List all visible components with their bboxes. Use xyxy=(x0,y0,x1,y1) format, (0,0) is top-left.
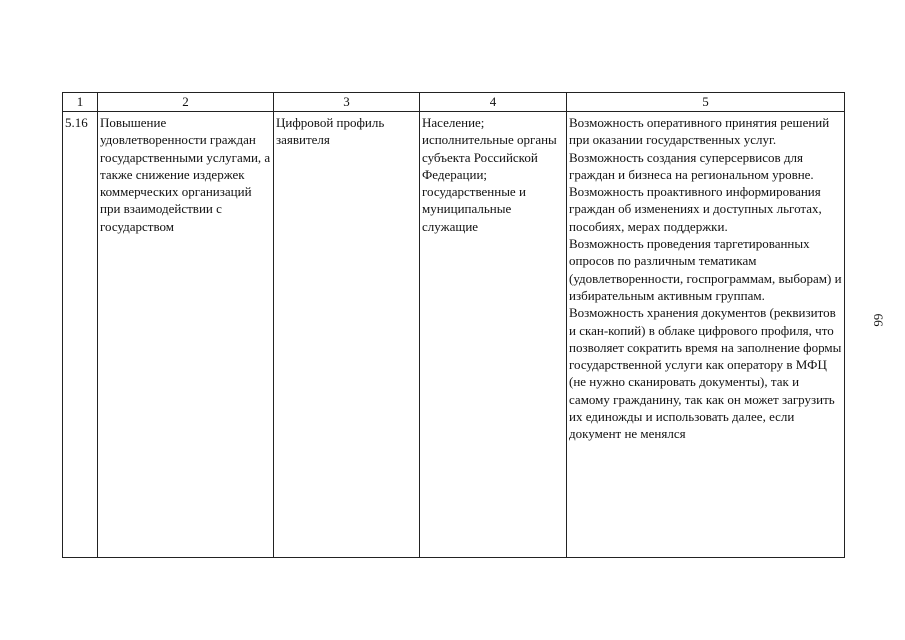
header-col-1: 1 xyxy=(63,93,98,112)
effects-cell xyxy=(567,112,845,558)
row-number: 5.16 xyxy=(63,112,98,558)
header-row xyxy=(63,93,845,112)
goal-cell: Повышение удовлетворенности граждан государственными услугами, а также снижение издержек коммерческих организаций при взаимодействии с государством xyxy=(98,112,274,558)
project-cell: Цифровой профиль заявителя xyxy=(274,112,420,558)
table-row xyxy=(63,112,845,558)
page-number: 66 xyxy=(871,313,886,327)
effect-item: Возможность создания суперсервисов для граждан и бизнеса на региональном уровне. xyxy=(569,149,814,182)
header-col-5: 5 xyxy=(567,93,845,112)
header-col-3: 3 xyxy=(274,93,420,112)
effect-item: Возможность проактивного информирования граждан об изменениях и доступных льготах, пособиях, мерах поддержки. xyxy=(569,184,822,234)
document-table xyxy=(62,92,845,558)
header-col-4: 4 xyxy=(420,93,567,112)
effect-item: Возможность хранения документов (реквизитов и скан-копий) в облаке цифрового профиля, что позволяет сократить время на заполнение формы государственной услуги как оператору в МФЦ (не нужно сканировать документы), так и самому гражданину, так как он может загрузить их единожды и использовать далее, если документ не менялся xyxy=(569,305,842,442)
effect-item: Возможность оперативного принятия решений при оказании государственных услуг. xyxy=(569,115,830,148)
effect-item: Возможность проведения таргетированных опросов по различным тематикам (удовлетворенности, госпрограммам, выборам) и избирательным активным группам. xyxy=(569,236,842,303)
header-col-2: 2 xyxy=(98,93,274,112)
beneficiaries-cell: Население; исполнительные органы субъекта Российской Федерации; государственные и муниципальные служащие xyxy=(420,112,567,558)
